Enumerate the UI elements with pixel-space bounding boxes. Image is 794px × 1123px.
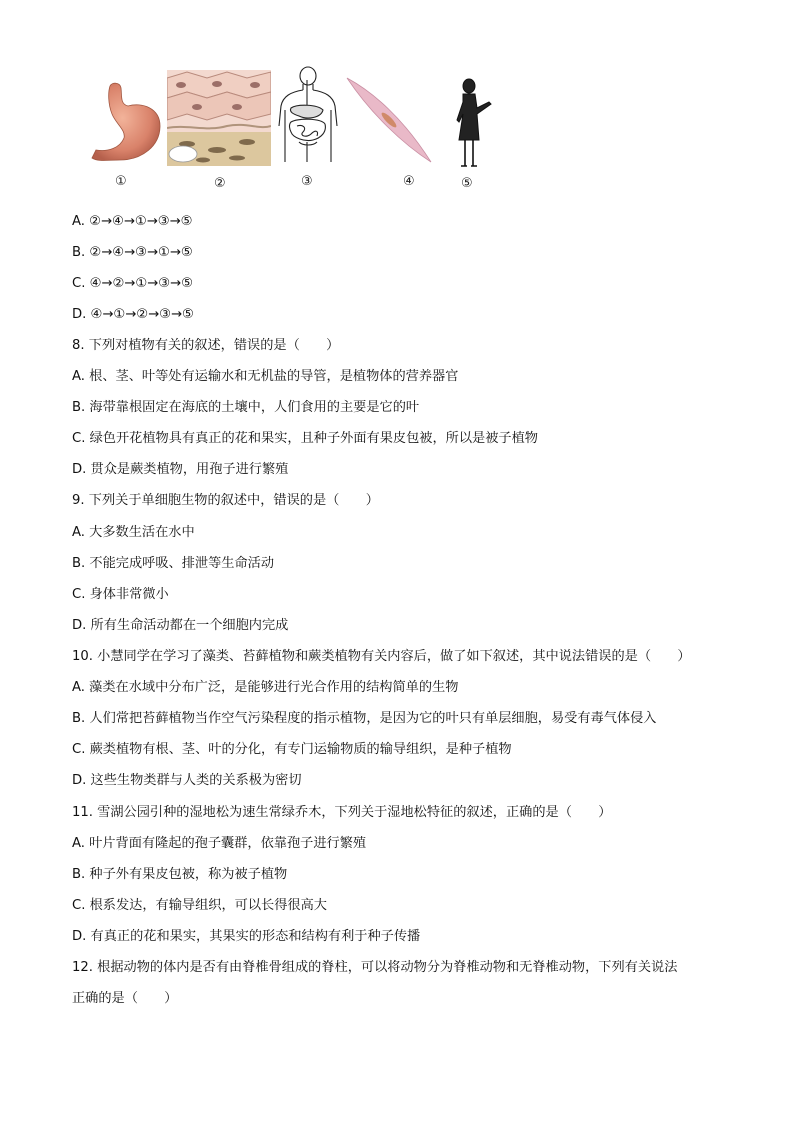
figure-label-4: ④ <box>403 174 415 189</box>
q11-option-d: D. 有真正的花和果实，其果实的形态和结构有利于种子传播 <box>72 929 421 944</box>
q10-option-c: C. 蕨类植物有根、茎、叶的分化，有专门运输物质的输导组织，是种子植物 <box>72 742 512 757</box>
q10-option-b: B. 人们常把苔藓植物当作空气污染程度的指示植物，是因为它的叶只有单层细胞，易受有毒气体侵入 <box>72 711 657 726</box>
figure-label-3: ③ <box>301 174 313 189</box>
q8-option-c: C. 绿色开花植物具有真正的花和果实，且种子外面有果皮包被，所以是被子植物 <box>72 431 538 446</box>
q12-stem-line1: 12. 根据动物的体内是否有由脊椎骨组成的脊柱，可以将动物分为脊椎动物和无脊椎动物，下列有关说法 <box>72 960 678 975</box>
muscle-cell-icon <box>343 74 435 166</box>
q8-option-d: D. 贯众是蕨类植物，用孢子进行繁殖 <box>72 462 289 477</box>
digestive-system-icon <box>277 66 339 166</box>
q9-option-c: C. 身体非常微小 <box>72 587 169 602</box>
q9-option-d: D. 所有生命活动都在一个细胞内完成 <box>72 618 289 633</box>
human-figure-icon <box>455 78 495 170</box>
q7-option-d: D. ④→①→②→③→⑤ <box>72 307 194 322</box>
q9-option-b: B. 不能完成呼吸、排泄等生命活动 <box>72 556 275 571</box>
figure-label-1: ① <box>115 174 127 189</box>
epithelial-tissue-icon <box>167 70 271 166</box>
q9-stem: 9. 下列关于单细胞生物的叙述中，错误的是（ ） <box>72 493 379 508</box>
q8-option-b: B. 海带靠根固定在海底的土壤中，人们食用的主要是它的叶 <box>72 400 420 415</box>
q7-option-c: C. ④→②→①→③→⑤ <box>72 276 193 291</box>
q9-option-a: A. 大多数生活在水中 <box>72 525 195 540</box>
q10-option-d: D. 这些生物类群与人类的关系极为密切 <box>72 773 302 788</box>
q8-option-a: A. 根、茎、叶等处有运输水和无机盐的导管，是植物体的营养器官 <box>72 369 459 384</box>
q11-option-b: B. 种子外有果皮包被，称为被子植物 <box>72 867 288 882</box>
figure-label-5: ⑤ <box>461 176 473 191</box>
q10-option-a: A. 藻类在水域中分布广泛，是能够进行光合作用的结构简单的生物 <box>72 680 459 695</box>
q11-option-a: A. 叶片背面有隆起的孢子囊群，依靠孢子进行繁殖 <box>72 836 367 851</box>
q7-option-b: B. ②→④→③→①→⑤ <box>72 245 193 260</box>
q12-stem-line2: 正确的是（ ） <box>72 991 178 1006</box>
q10-stem: 10. 小慧同学在学习了藻类、苔藓植物和蕨类植物有关内容后，做了如下叙述，其中说法错误的是（ ） <box>72 649 691 664</box>
q8-stem: 8. 下列对植物有关的叙述，错误的是（ ） <box>72 338 340 353</box>
q11-option-c: C. 根系发达，有输导组织，可以长得很高大 <box>72 898 327 913</box>
q11-stem: 11. 雪湖公园引种的湿地松为速生常绿乔木，下列关于湿地松特征的叙述，正确的是（ ） <box>72 805 612 820</box>
figure-label-2: ② <box>214 176 226 191</box>
figure-row <box>85 62 515 202</box>
q7-option-a: A. ②→④→①→③→⑤ <box>72 214 193 229</box>
stomach-icon <box>90 80 164 164</box>
